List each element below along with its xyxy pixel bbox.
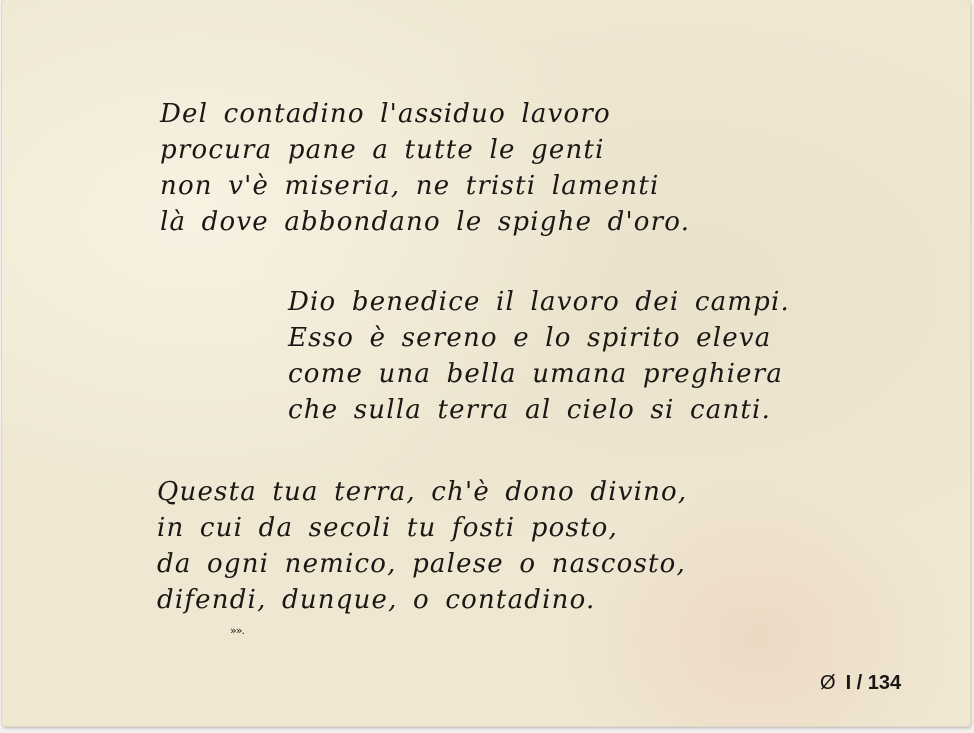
poem-card [2, 0, 970, 726]
poem-line: non v'è miseria, ne tristi lamenti [160, 171, 660, 201]
stanza-2 [288, 284, 790, 428]
stanza-1 [160, 96, 690, 240]
catalog-code [820, 672, 901, 695]
poem-line: in cui da secoli tu fosti posto, [157, 513, 618, 543]
poem-line: Questa tua terra, ch'è dono divino, [157, 477, 688, 507]
poem-line: Del contadino l'assiduo lavoro [160, 99, 611, 129]
poem-line: come una bella umana preghiera [288, 359, 784, 389]
poem-line: Esso è sereno e lo spirito eleva [288, 323, 772, 353]
poem-line: da ogni nemico, palese o nascosto, [157, 549, 686, 579]
catalog-number: I / 134 [845, 672, 902, 694]
poem-line: difendi, dunque, o contadino. [157, 585, 596, 615]
poem-line: là dove abbondano le spighe d'oro. [160, 207, 691, 237]
stanza-3 [157, 474, 687, 618]
poem-line: Dio benedice il lavoro dei campi. [288, 287, 790, 317]
poem-line: che sulla terra al cielo si canti. [288, 395, 772, 425]
poem-line: procura pane a tutte le genti [160, 135, 605, 165]
printer-mark: »». [230, 624, 244, 637]
catalog-symbol: Ø [820, 672, 836, 694]
